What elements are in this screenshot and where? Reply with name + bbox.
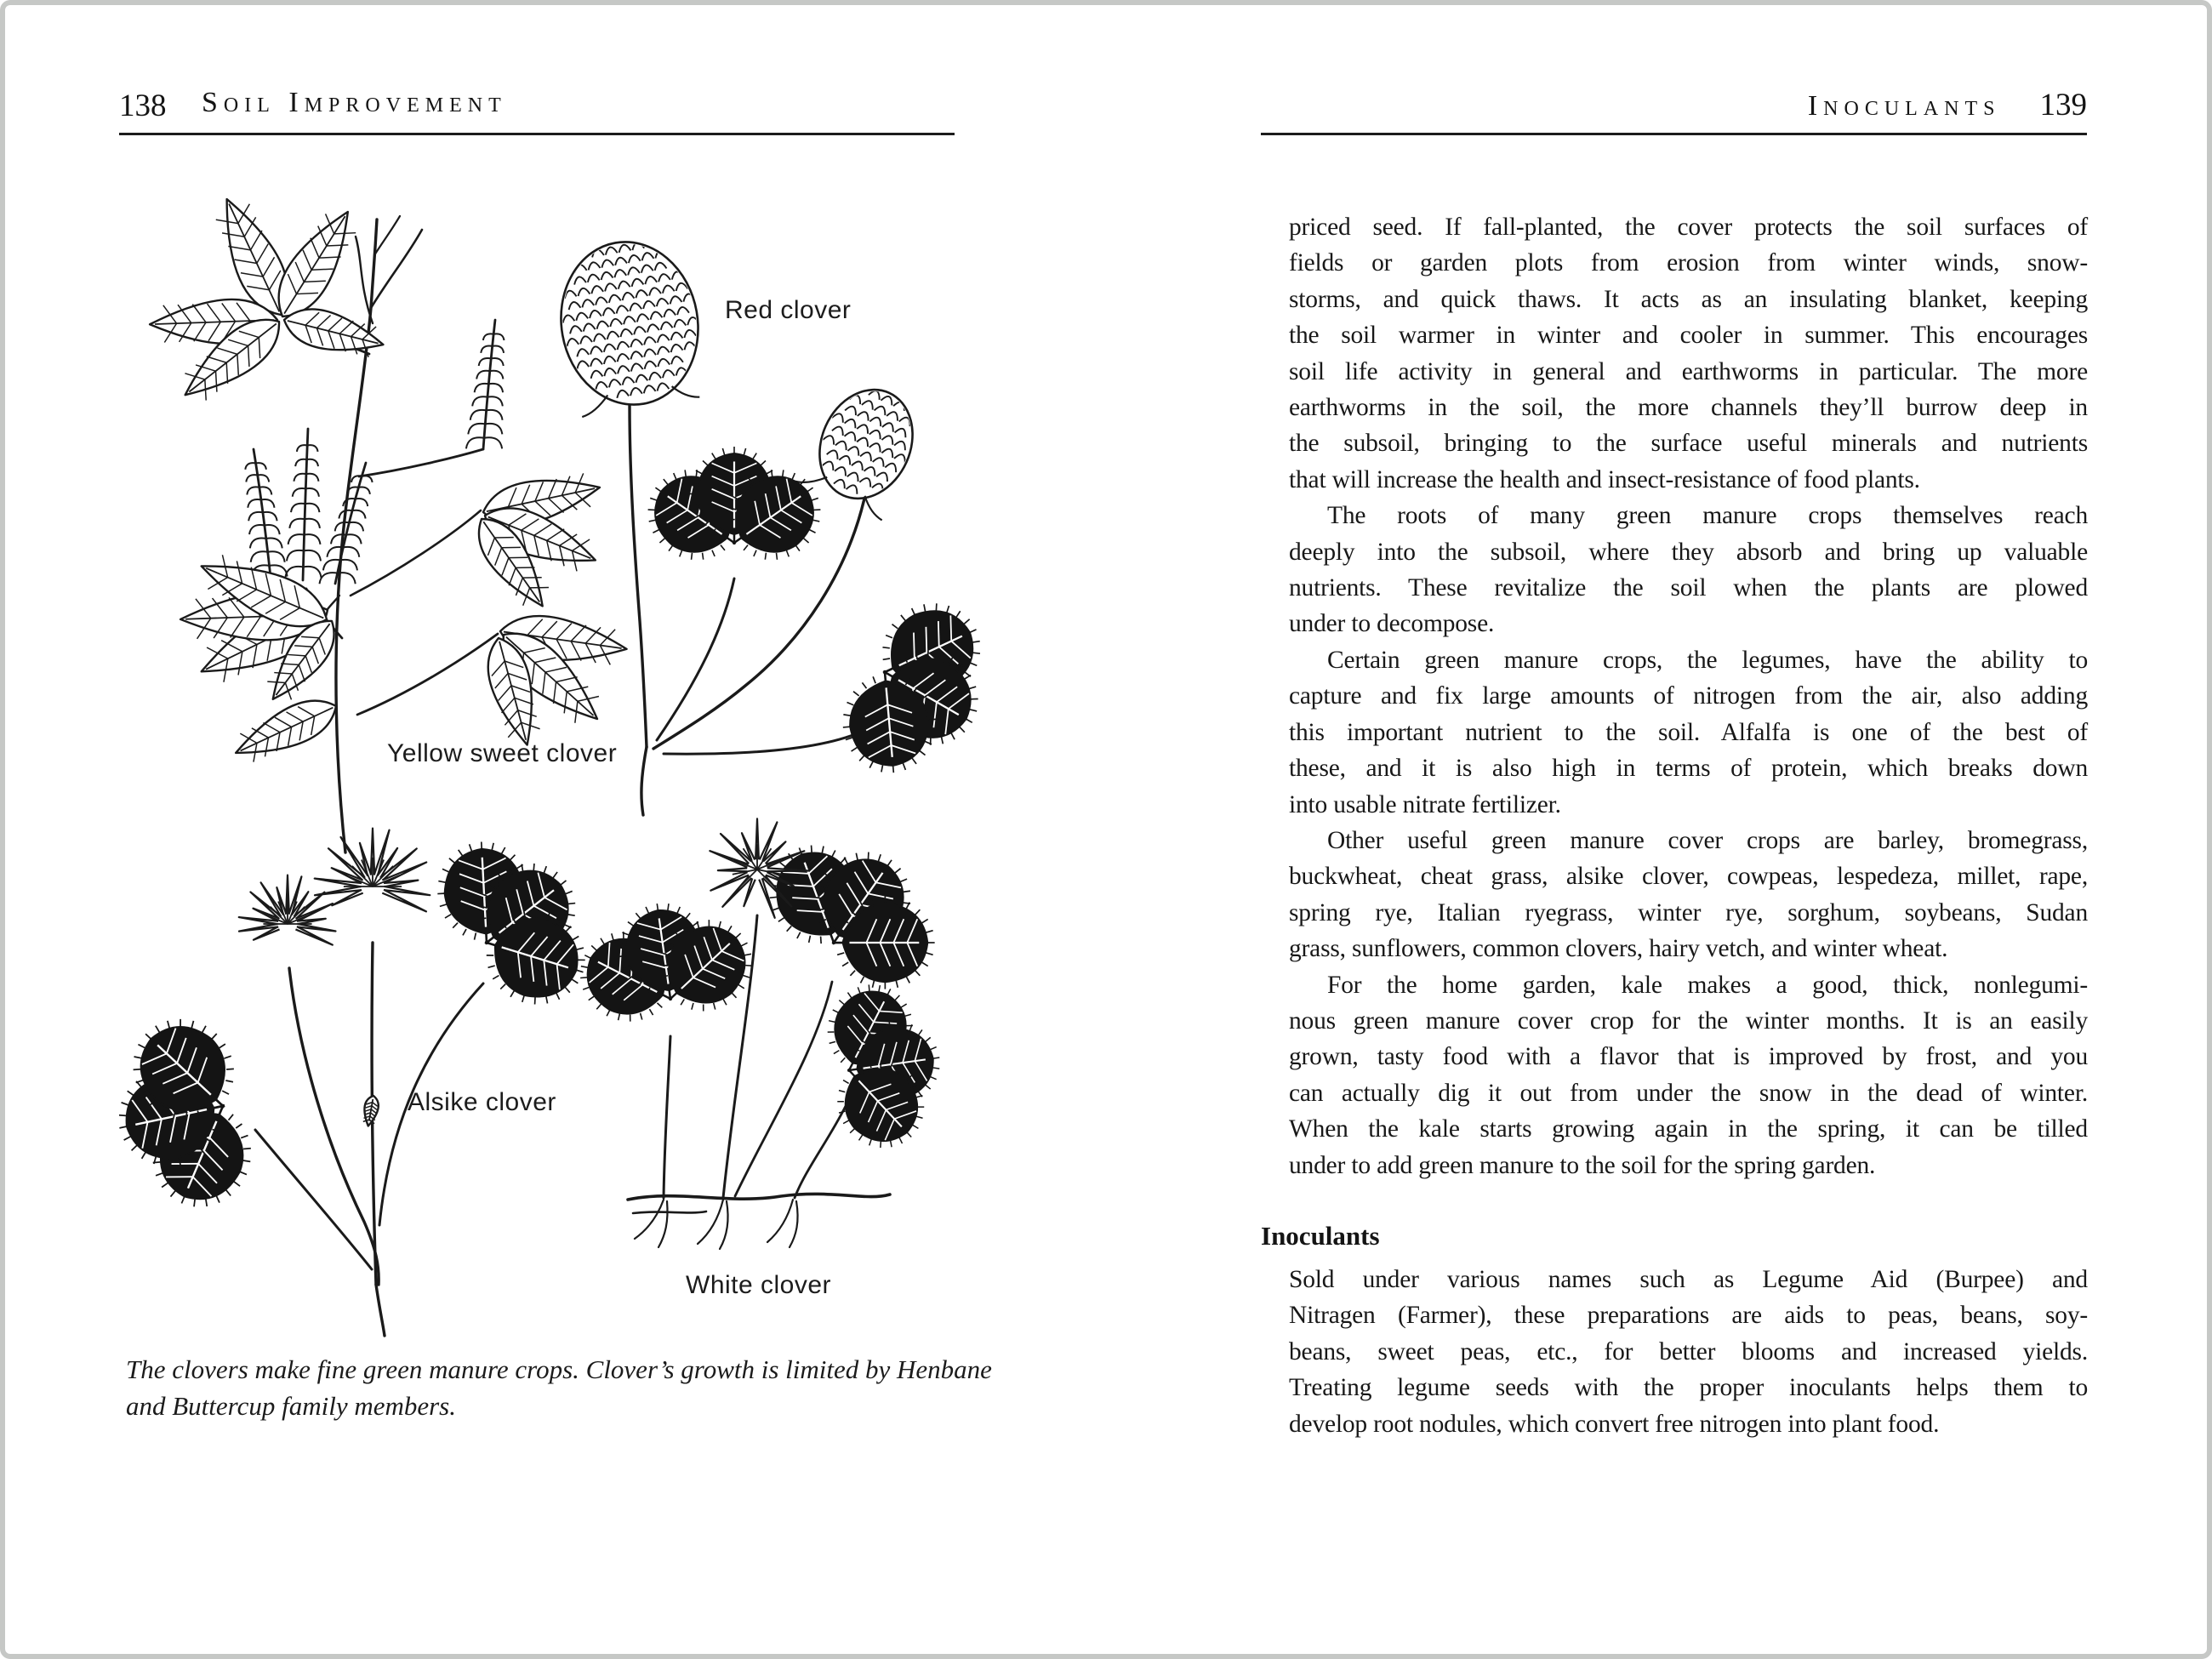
label-yellow-sweet-clover: Yellow sweet clover: [387, 739, 618, 767]
text-line: deeply into the subsoil, where they absorb and bring up valuable: [1289, 538, 2088, 566]
running-head-right-group: [1261, 87, 2087, 123]
text-line: Nitragen (Farmer), these preparations are aids to peas, beans, soy-: [1289, 1302, 2088, 1330]
header-rule-left: [119, 133, 955, 135]
text-line: soil life activity in general and earthworms in particular. The more: [1289, 357, 2088, 385]
text-line: the subsoil, bringing to the surface useful minerals and nutrients: [1289, 430, 2088, 458]
paragraph: [1261, 498, 2088, 642]
figure-caption: [126, 1351, 1070, 1424]
text-line: develop root nodules, which convert free nitrogen into plant food.: [1289, 1410, 1940, 1438]
text-line: spring rye, Italian ryegrass, winter rye, sorghum, soybeans, Sudan: [1289, 898, 2088, 926]
body-text: [1261, 209, 2088, 1442]
text-line: beans, sweet peas, etc., for better blooms and increased yields.: [1289, 1337, 2088, 1365]
paragraph: [1261, 823, 2088, 967]
text-line: grown, tasty food with a flavor that is improved by frost, and you: [1289, 1043, 2088, 1071]
text-line: priced seed. If fall-planted, the cover protects the soil surfaces of: [1289, 214, 2088, 241]
text-line: Treating legume seeds with the proper inoculants helps them to: [1289, 1374, 2088, 1402]
text-line: under to decompose.: [1289, 610, 1495, 638]
label-red-clover: Red clover: [725, 296, 852, 324]
text-line: Other useful green manure cover crops are barley, bromegrass,: [1327, 826, 2088, 854]
text-line: storms, and quick thaws. It acts as an insulating blanket, keeping: [1289, 285, 2088, 313]
text-line: nutrients. These revitalize the soil when the plants are plowed: [1289, 574, 2088, 602]
text-line: For the home garden, kale makes a good, thick, nonlegumi-: [1327, 971, 2088, 999]
label-white-clover: White clover: [686, 1271, 832, 1299]
text-line: Sold under various names such as Legume Aid (Burpee) and: [1289, 1265, 2088, 1293]
caption-line: and Buttercup family members.: [126, 1391, 456, 1421]
paragraph: [1261, 642, 2088, 823]
text-line: The roots of many green manure crops themselves reach: [1327, 502, 2088, 530]
text-line: buckwheat, cheat grass, alsike clover, cowpeas, lespedeza, millet, rape,: [1289, 863, 2088, 891]
text-line: When the kale starts growing again in the spring, it can be tilled: [1289, 1115, 2088, 1143]
text-line: under to add green manure to the soil for the spring garden.: [1289, 1151, 1876, 1179]
page-number-right: 139: [2039, 88, 2087, 123]
caption-line: The clovers make fine green manure crops. Clover’s growth is limited by Henbane: [126, 1354, 992, 1384]
header-rule-right: [1261, 133, 2087, 135]
text-line: that will increase the health and insect-resistance of food plants.: [1289, 465, 1920, 493]
alsike-clover-drawing: [119, 795, 634, 1336]
text-line: earthworms in the soil, the more channels they’ll burrow deep in: [1289, 394, 2088, 422]
label-alsike-clover: Alsike clover: [408, 1088, 556, 1116]
paragraph: [1261, 209, 2088, 498]
text-line: these, and it is also high in terms of protein, which breaks down: [1289, 755, 2088, 783]
text-line: fields or garden plots from erosion from winter winds, snow-: [1289, 249, 2088, 277]
paragraph: [1261, 1262, 2088, 1442]
white-clover-drawing: [554, 797, 981, 1249]
text-line: grass, sunflowers, common clovers, hairy vetch, and winter wheat.: [1289, 935, 1948, 963]
paragraph: [1261, 967, 2088, 1183]
text-line: this important nutrient to the soil. Alfalfa is one of the best of: [1289, 718, 2088, 746]
text-line: capture and fix large amounts of nitrogen from the air, also adding: [1289, 682, 2088, 710]
text-line: Certain green manure crops, the legumes, have the ability to: [1327, 646, 2088, 674]
section-heading: Inoculants: [1261, 1220, 1380, 1251]
text-line: the soil warmer in winter and cooler in summer. This encourages: [1289, 322, 2088, 350]
page-number-left: 138: [119, 88, 167, 123]
running-head-left: Soil Improvement: [202, 87, 507, 118]
text-line: into usable nitrate fertilizer.: [1289, 790, 1561, 818]
running-head-right: Inoculants: [1807, 90, 2001, 122]
text-line: can actually dig it out from under the snow in the dead of winter.: [1289, 1079, 2088, 1107]
text-line: nous green manure cover crop for the winter months. It is an easily: [1289, 1006, 2088, 1035]
